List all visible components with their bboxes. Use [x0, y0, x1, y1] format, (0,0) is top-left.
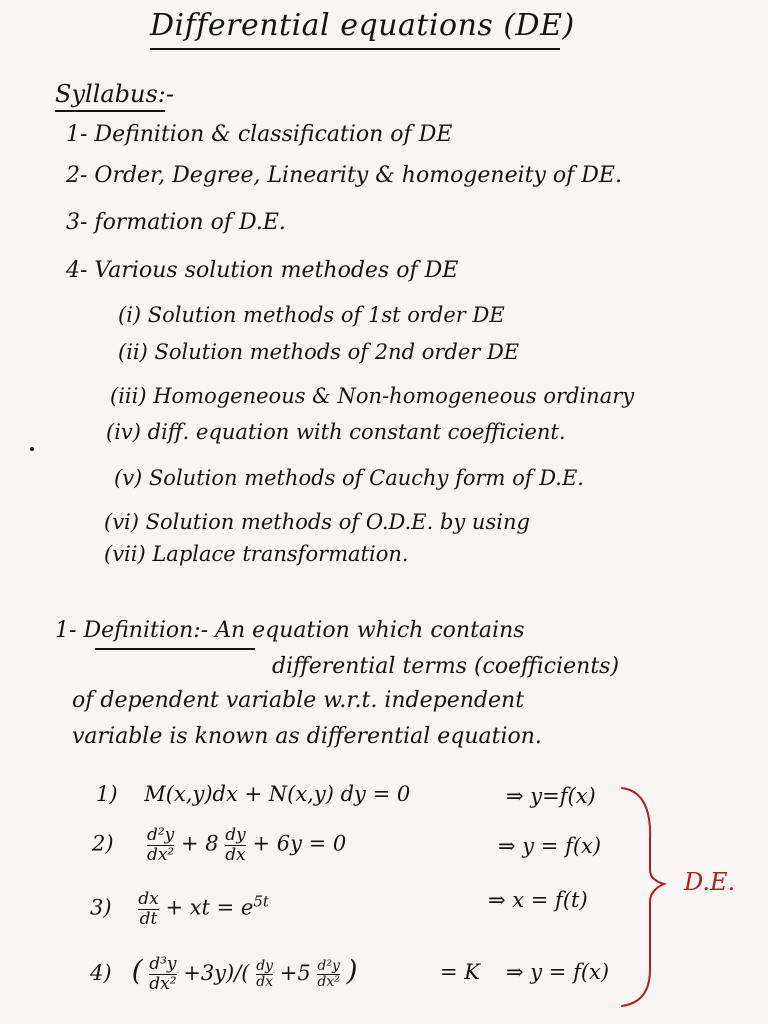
equation-4-term-2: +5 — [279, 961, 311, 985]
equation-2-fraction-2 — [225, 826, 246, 864]
fraction-numerator: d²y — [146, 825, 175, 845]
syllabus-subitem-5: (v) Solution methods of Cauchy form of D.E. — [114, 466, 584, 490]
equation-2-number: 2) — [92, 831, 114, 856]
equation-2-term-2: + 6y = 0 — [252, 831, 347, 856]
equation-4-fraction-2 — [256, 959, 273, 991]
definition-line-1 — [55, 618, 525, 643]
fraction-numerator: d²y — [317, 957, 340, 974]
equation-1 — [96, 782, 410, 806]
page-title: Differential equations (DE) — [150, 8, 575, 43]
syllabus-subitem-7: (vii) Laplace transformation. — [104, 542, 409, 566]
equation-3 — [90, 890, 269, 928]
syllabus-item-1: 1- Definition & classification of DE — [66, 122, 453, 147]
fraction-numerator: dy — [256, 957, 274, 974]
equation-3-fraction-1 — [138, 890, 158, 928]
fraction-numerator: dx — [138, 889, 159, 909]
equation-2-result: ⇒ y = f(x) — [498, 834, 602, 858]
equation-4 — [90, 954, 358, 994]
fraction-numerator: dy — [225, 825, 246, 845]
equation-1-result: ⇒ y=f(x) — [506, 784, 596, 808]
definition-underline — [95, 648, 255, 650]
definition-line-3: of dependent variable w.r.t. independent — [72, 688, 525, 713]
equation-1-lhs: M(x,y)dx + N(x,y) dy = 0 — [144, 782, 411, 806]
equation-4-number: 4) — [90, 961, 112, 985]
equation-2-term-1: + 8 — [180, 831, 219, 856]
de-brace-label: D.E. — [684, 868, 736, 896]
definition-text-1: :- An equation which contains — [193, 618, 525, 643]
equation-3-exponent: 5t — [253, 892, 269, 911]
equation-4-open-paren: ( — [131, 954, 143, 987]
ink-dot — [30, 447, 34, 451]
fraction-denominator: dx² — [146, 844, 175, 865]
equation-4-rhs: = K — [440, 960, 480, 984]
definition-line-2: differential terms (coefficients) — [272, 654, 620, 679]
syllabus-item-2: 2- Order, Degree, Linearity & homogeneity of DE. — [66, 163, 622, 188]
syllabus-subitem-6: (vi) Solution methods of O.D.E. by using — [104, 510, 530, 534]
definition-label: Definition — [83, 618, 194, 643]
equation-4-fraction-1 — [149, 955, 176, 993]
equation-4-result: ⇒ y = f(x) — [506, 960, 610, 984]
fraction-denominator: dx — [256, 974, 274, 990]
definition-number: 1- — [55, 618, 77, 643]
red-brace-icon — [612, 780, 672, 1010]
syllabus-subitem-3: (iii) Homogeneous & Non-homogeneous ordinary — [110, 384, 635, 408]
syllabus-subitem-2: (ii) Solution methods of 2nd order DE — [118, 340, 520, 364]
fraction-numerator: d³y — [149, 954, 177, 975]
syllabus-item-4: 4- Various solution methodes of DE — [66, 258, 459, 283]
equation-1-number: 1) — [96, 782, 118, 806]
syllabus-underline — [55, 110, 165, 112]
equation-3-term-1: + xt = e — [165, 895, 254, 920]
title-underline — [150, 48, 560, 50]
syllabus-heading: Syllabus:- — [55, 80, 174, 108]
syllabus-subitem-4: (iv) diff. equation with constant coefficient. — [106, 420, 566, 444]
syllabus-item-3: 3- formation of D.E. — [66, 210, 286, 235]
equation-2 — [92, 826, 346, 864]
syllabus-subitem-1: (i) Solution methods of 1st order DE — [118, 303, 505, 327]
fraction-denominator: dx — [225, 844, 246, 865]
equation-4-fraction-3 — [317, 959, 339, 991]
equation-3-result: ⇒ x = f(t) — [488, 888, 588, 912]
fraction-denominator: dt — [139, 908, 158, 929]
definition-line-4: variable is known as differential equation. — [72, 724, 542, 749]
equation-2-fraction-1 — [147, 826, 174, 864]
equation-4-term-1: +3y)/( — [183, 961, 250, 985]
equation-3-number: 3) — [90, 895, 112, 920]
fraction-denominator: dx² — [317, 974, 340, 990]
equation-4-close-paren: ) — [346, 954, 358, 987]
fraction-denominator: dx² — [149, 974, 177, 994]
